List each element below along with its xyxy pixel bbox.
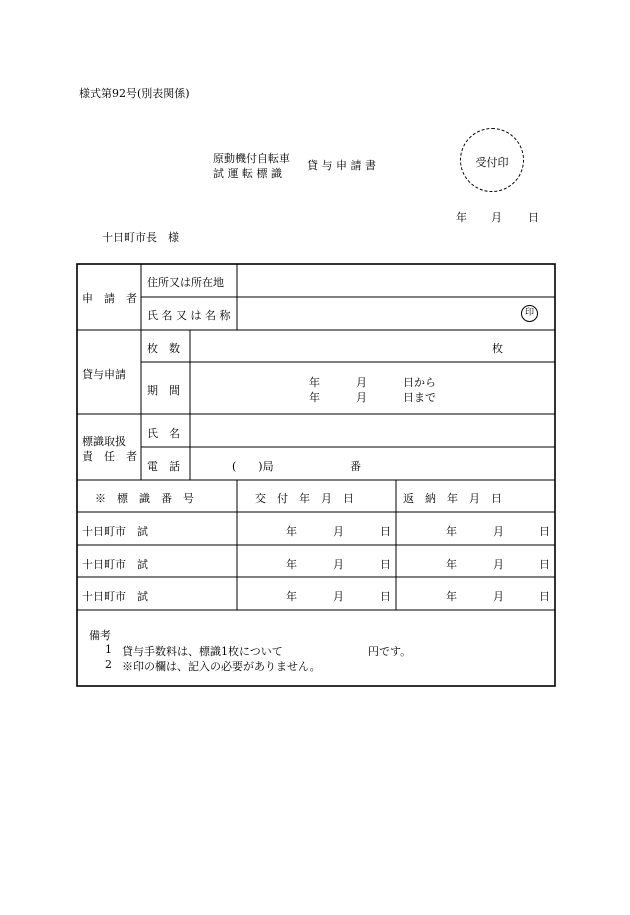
from-year: 年 (309, 376, 320, 389)
address-label: 住所又は所在地 (147, 276, 224, 289)
issued-year: 年 (286, 525, 297, 538)
from-month: 月 (356, 376, 367, 389)
issued-day: 日 (380, 590, 391, 603)
date-day: 日 (528, 211, 539, 224)
header-issued-date: 交 付 年 月 日 (255, 492, 354, 505)
count-unit: 枚 (492, 342, 503, 355)
manager-section-label-2: 責 任 者 (82, 450, 137, 463)
returned-year: 年 (446, 590, 457, 603)
phone-format: ( )局 (232, 460, 274, 473)
note-text: ※印の欄は、記入の必要がありません。 (122, 660, 321, 673)
returned-month: 月 (493, 558, 504, 571)
returned-day: 日 (539, 590, 550, 603)
issued-day: 日 (380, 558, 391, 571)
note-number: 2 (105, 658, 112, 671)
phone-number-unit: 番 (350, 460, 361, 473)
manager-section-label-1: 標識取扱 (82, 435, 126, 448)
to-year: 年 (309, 391, 320, 404)
notes-heading: 備考 (89, 629, 111, 642)
header-plate-number: ※ 標 識 番 号 (95, 492, 194, 505)
manager-name-label: 氏 名 (147, 427, 180, 440)
document-title: 貸 与 申 請 書 (307, 159, 376, 172)
seal-mark: 印 (521, 305, 538, 322)
issued-day: 日 (380, 525, 391, 538)
reception-stamp-label: 受付印 (475, 156, 509, 169)
note-text: 貸与手数料は、標識1枚について (122, 645, 283, 658)
lending-section-label: 貸与申請 (82, 368, 126, 381)
note-number: 1 (105, 643, 112, 656)
date-month: 月 (491, 211, 502, 224)
plate-number: 十日町市 試 (82, 525, 148, 538)
title-line-1: 原動機付自転車 (213, 152, 290, 165)
from-day: 日から (403, 376, 436, 389)
applicant-section-label: 申 請 者 (82, 292, 137, 305)
header-returned-date: 返 納 年 月 日 (403, 492, 502, 505)
returned-day: 日 (539, 525, 550, 538)
issued-month: 月 (333, 525, 344, 538)
plate-number: 十日町市 試 (82, 590, 148, 603)
returned-month: 月 (493, 590, 504, 603)
returned-year: 年 (446, 558, 457, 571)
plate-number: 十日町市 試 (82, 558, 148, 571)
note-text-suffix: 円です。 (368, 645, 412, 658)
to-day: 日まで (403, 391, 436, 404)
issued-month: 月 (333, 558, 344, 571)
date-year: 年 (456, 211, 467, 224)
to-month: 月 (356, 391, 367, 404)
issued-month: 月 (333, 590, 344, 603)
period-label: 期 間 (147, 384, 180, 397)
name-label: 氏 名 又 は 名 称 (147, 309, 231, 322)
returned-year: 年 (446, 525, 457, 538)
returned-day: 日 (539, 558, 550, 571)
phone-label: 電 話 (147, 460, 180, 473)
title-line-2: 試 運 転 標 識 (213, 167, 282, 180)
returned-month: 月 (493, 525, 504, 538)
addressee: 十日町市長 様 (102, 231, 179, 244)
issued-year: 年 (286, 590, 297, 603)
count-label: 枚 数 (147, 342, 180, 355)
form-number: 様式第92号(別表関係) (79, 87, 190, 100)
issued-year: 年 (286, 558, 297, 571)
